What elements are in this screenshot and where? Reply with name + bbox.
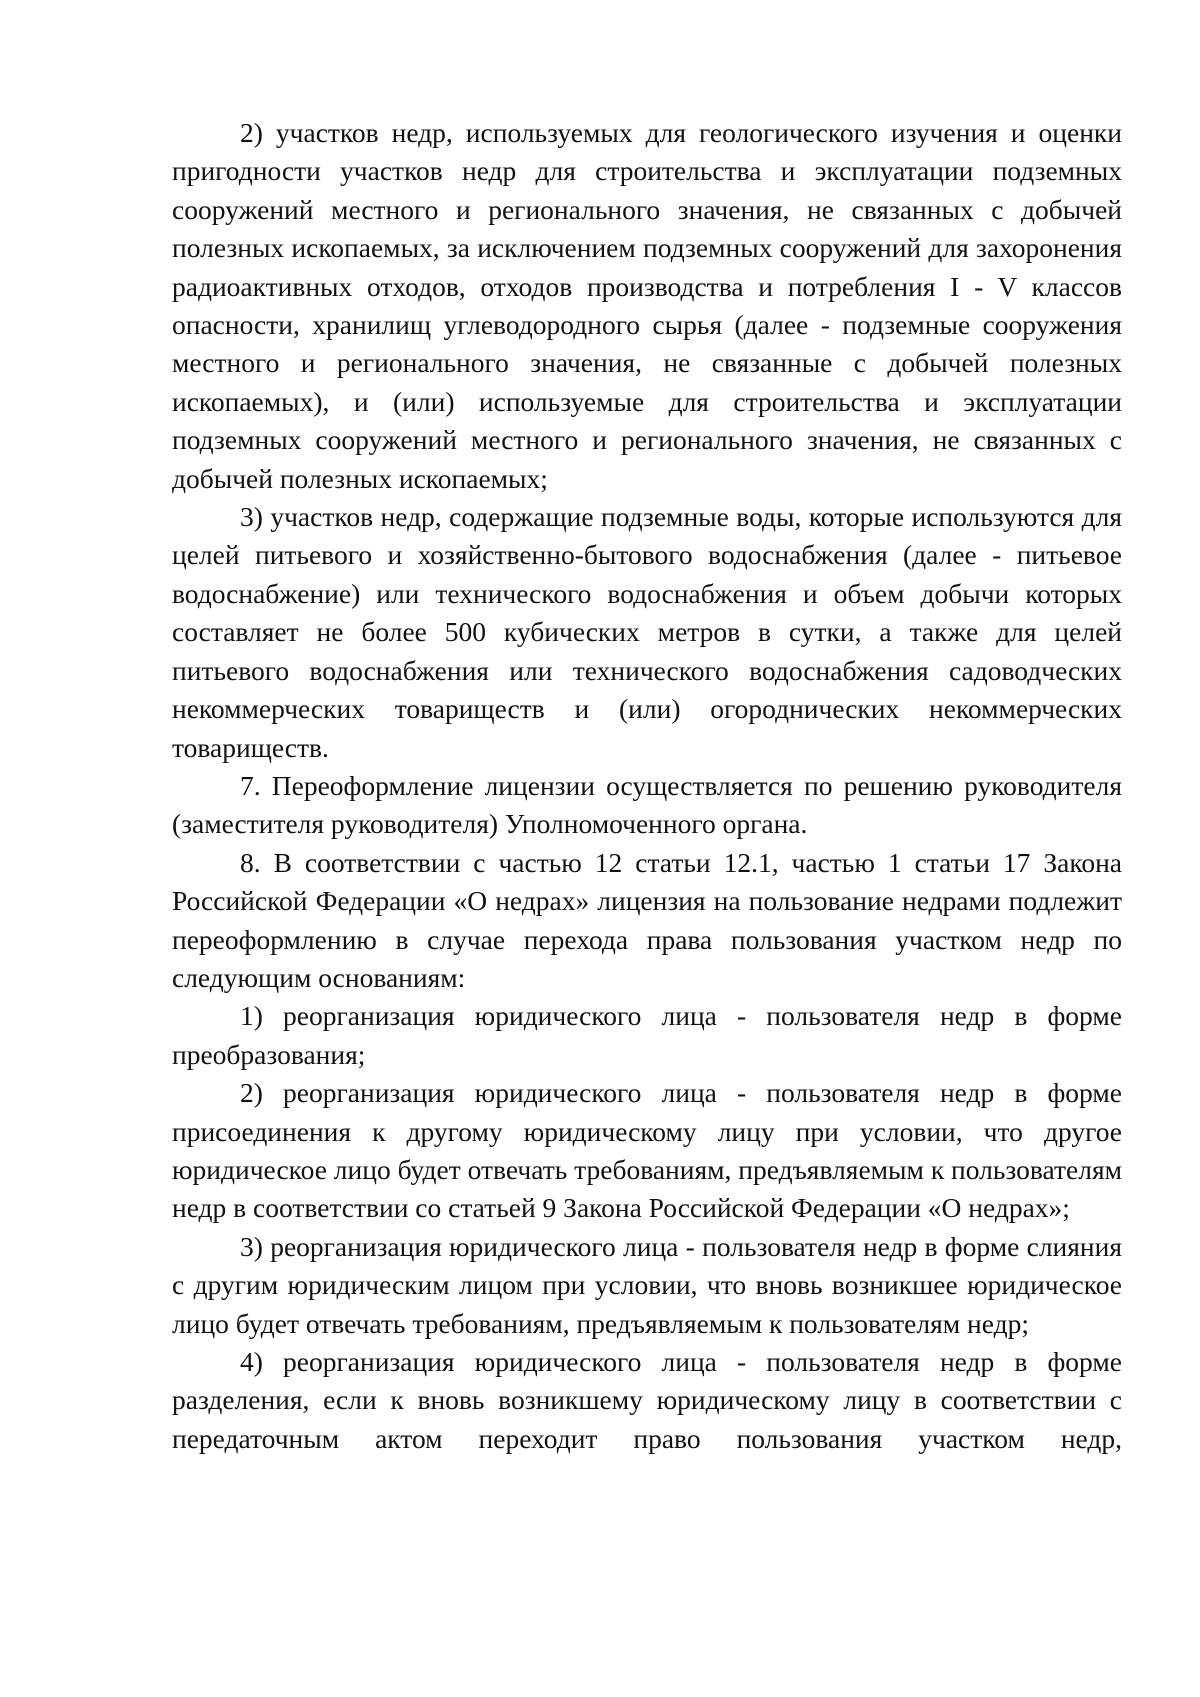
paragraph-item-7: 7. Переоформление лицензии осуществляется по решению руководителя (заместителя руководителя) Уполномоченного органа. bbox=[172, 769, 1122, 840]
paragraph-basis-2: 2) реорганизация юридического лица - пользователя недр в форме присоединения к другому юридическому лицу при условии, что другое юридическое лицо будет отвечать требованиям, предъявляемым к пользователям недр в соответствии со статьей 9 Закона Российской Федерации «О недрах»; bbox=[172, 1077, 1122, 1224]
paragraph-subitem-2: 2) участков недр, используемых для геологического изучения и оценки пригодности участков недр для строительства и эксплуатации подземных сооружений местного и регионального значения, не связанных с добычей полезных ископаемых, за исключением подземных сооружений для захоронения радиоактивных отходов, отходов производства и потребления I - V классов опасности, хранилищ углеводородного сырья (далее - подземные сооружения местного и регионального значения, не связанные с добычей полезных ископаемых), и (или) используемые для строительства и эксплуатации подземных сооружений местного и регионального значения, не связанных с добычей полезных ископаемых; bbox=[172, 117, 1122, 494]
paragraph-basis-3: 3) реорганизация юридического лица - пользователя недр в форме слияния с другим юридическим лицом при условии, что вновь возникшее юридическое лицо будет отвечать требованиям, предъявляемым к пользователям недр; bbox=[172, 1230, 1122, 1339]
paragraph-basis-1: 1) реорганизация юридического лица - пользователя недр в форме преобразования; bbox=[172, 1000, 1122, 1070]
document-body bbox=[172, 114, 1122, 1458]
paragraph-subitem-3: 3) участков недр, содержащие подземные воды, которые используются для целей питьевого и хозяйственно-бытового водоснабжения (далее - питьевое водоснабжение) или технического водоснабжения и объем добычи которых составляет не более 500 кубических метров в сутки, а также для целей питьевого водоснабжения или технического водоснабжения садоводческих некоммерческих товариществ и (или) огороднических некоммерческих товариществ. bbox=[172, 501, 1122, 763]
paragraph-basis-4: 4) реорганизация юридического лица - пользователя недр в форме разделения, если к вновь возникшему юридическому лицу в соответствии с передаточным актом переходит право пользования участком недр, bbox=[172, 1346, 1122, 1454]
paragraph-item-8: 8. В соответствии с частью 12 статьи 12.1, частью 1 статьи 17 Закона Российской Федерации «О недрах» лицензия на пользование недрами подлежит переоформлению в случае перехода права пользования участком недр по следующим основаниям: bbox=[172, 846, 1122, 993]
